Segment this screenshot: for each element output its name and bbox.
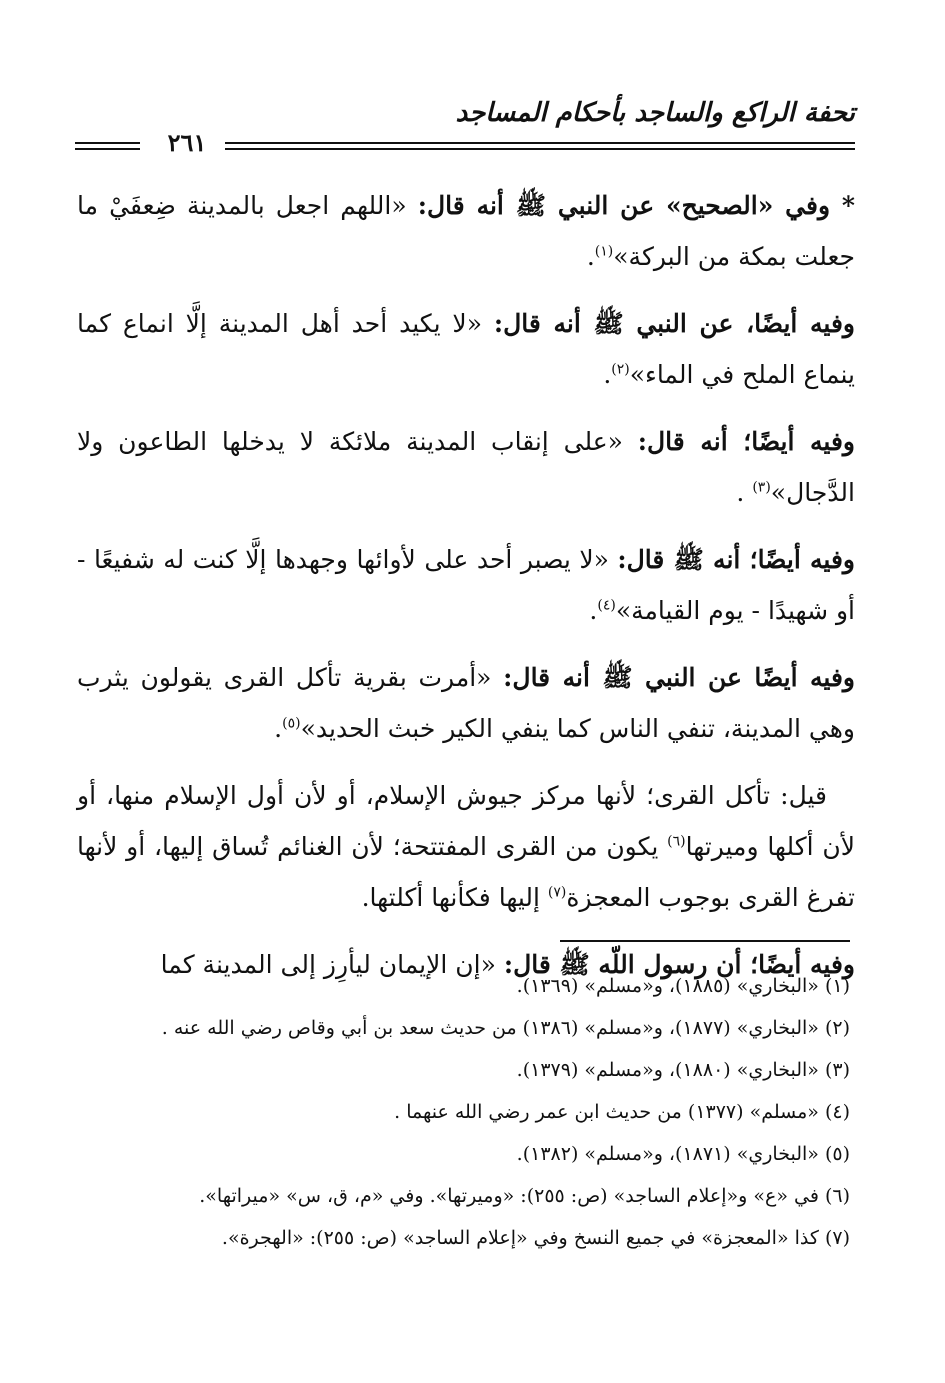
footnote: (٢) «البخاري» (١٨٧٧)، و«مسلم» (١٣٨٦) من حديث سعد بن أبي وقاص رضي الله عنه . (161, 1017, 850, 1039)
paragraph-text: قيل: تأكل القرى؛ لأنها مركز جيوش الإسلام، أو لأن أول الإسلام منها، أو لأن أكلها وميرتها (77, 781, 855, 861)
footnote-ref: (٧) (547, 884, 567, 901)
footnote-ref: (١) (594, 243, 614, 260)
paragraph (77, 652, 855, 754)
paragraph (77, 416, 855, 518)
header-rule-left-bottom (75, 148, 140, 150)
paragraph-text-continued: يكون من القرى المفتتحة؛ لأن الغنائم تُساق إليها، أو لأنها تفرغ القرى بوجوب المعجزة (77, 832, 855, 912)
footnote: (٦) في «ع» و«إعلام الساجد» (ص: ٢٥٥): «وميرتها». وفي «م، ق، س» «ميراتها». (199, 1185, 850, 1207)
footnote: (٣) «البخاري» (١٨٨٠)، و«مسلم» (١٣٧٩). (516, 1059, 850, 1081)
paragraph-lead: وفيه أيضًا؛ أنه ﷺ قال: (617, 545, 855, 574)
running-header-title: تحفة الراكع والساجد بأحكام المساجد (455, 98, 855, 128)
header-rule-bottom (225, 148, 855, 150)
paragraph (77, 770, 855, 923)
footnote-ref: (٢) (611, 361, 630, 378)
paragraph-lead: وفيه أيضًا، عن النبي ﷺ أنه قال: (493, 309, 855, 338)
paragraph-lead: * وفي «الصحيح» عن النبي ﷺ أنه قال: (417, 191, 855, 220)
paragraph-end: . (586, 242, 595, 271)
paragraph (77, 180, 855, 282)
paragraph-lead: وفيه أيضًا؛ أنه قال: (637, 427, 855, 456)
paragraph-end: . (603, 360, 612, 389)
main-text (77, 180, 855, 1006)
paragraph-end: إليها فكأنها أكلتها. (361, 883, 548, 912)
footnote: (١) «البخاري» (١٨٨٥)، و«مسلم» (١٣٦٩). (516, 975, 850, 997)
paragraph-text: «أمرت بقرية تأكل القرى يقولون يثرب وهي المدينة، تنفي الناس كما ينفي الكير خبث الحديد» (77, 663, 855, 743)
footnote-ref: (٥) (282, 715, 301, 732)
paragraph-text: «لا يصبر أحد على لأوائها وجهدها إلَّا كنت له شفيعًا - أو شهيدًا - يوم القيامة» (77, 545, 855, 625)
footnote-ref: (٤) (597, 597, 616, 614)
page-number: ٢٦١ (167, 128, 207, 157)
paragraph-lead: وفيه أيضًا عن النبي ﷺ أنه قال: (503, 663, 855, 692)
paragraph-end: . (274, 714, 283, 743)
paragraph-text: «لا يكيد أحد أهل المدينة إلَّا انماع كما ينماع الملح في الماء» (77, 309, 855, 389)
paragraph-text: «على إنقاب المدينة ملائكة لا يدخلها الطاعون ولا الدَّجال» (77, 427, 855, 507)
footnote-ref: (٣) (752, 479, 771, 496)
footnote: (٥) «البخاري» (١٨٧١)، و«مسلم» (١٣٨٢). (516, 1143, 850, 1165)
footnote: (٤) «مسلم» (١٣٧٧) من حديث ابن عمر رضي الله عنهما . (394, 1101, 850, 1123)
header-rule-top (225, 142, 855, 144)
paragraph-text: «إن الإيمان ليأرِز إلى المدينة كما (160, 950, 504, 979)
footnotes (70, 965, 850, 1259)
footnote-ref: (٦) (667, 833, 686, 850)
header-rule-left-top (75, 142, 140, 144)
paragraph-lead: وفيه أيضًا؛ أن رسول اللّه ﷺ قال: (503, 950, 855, 979)
paragraph-end: . (736, 478, 753, 507)
paragraph (77, 298, 855, 400)
paragraph-text: «اللهم اجعل بالمدينة ضِعفَيْ ما جعلت بمكة من البركة» (77, 191, 855, 271)
paragraph (77, 534, 855, 636)
footnote: (٧) كذا «المعجزة» في جميع النسخ وفي «إعلام الساجد» (ص: ٢٥٥): «الهجرة». (221, 1227, 850, 1249)
footnote-separator (560, 940, 850, 942)
paragraph-end: . (589, 596, 598, 625)
